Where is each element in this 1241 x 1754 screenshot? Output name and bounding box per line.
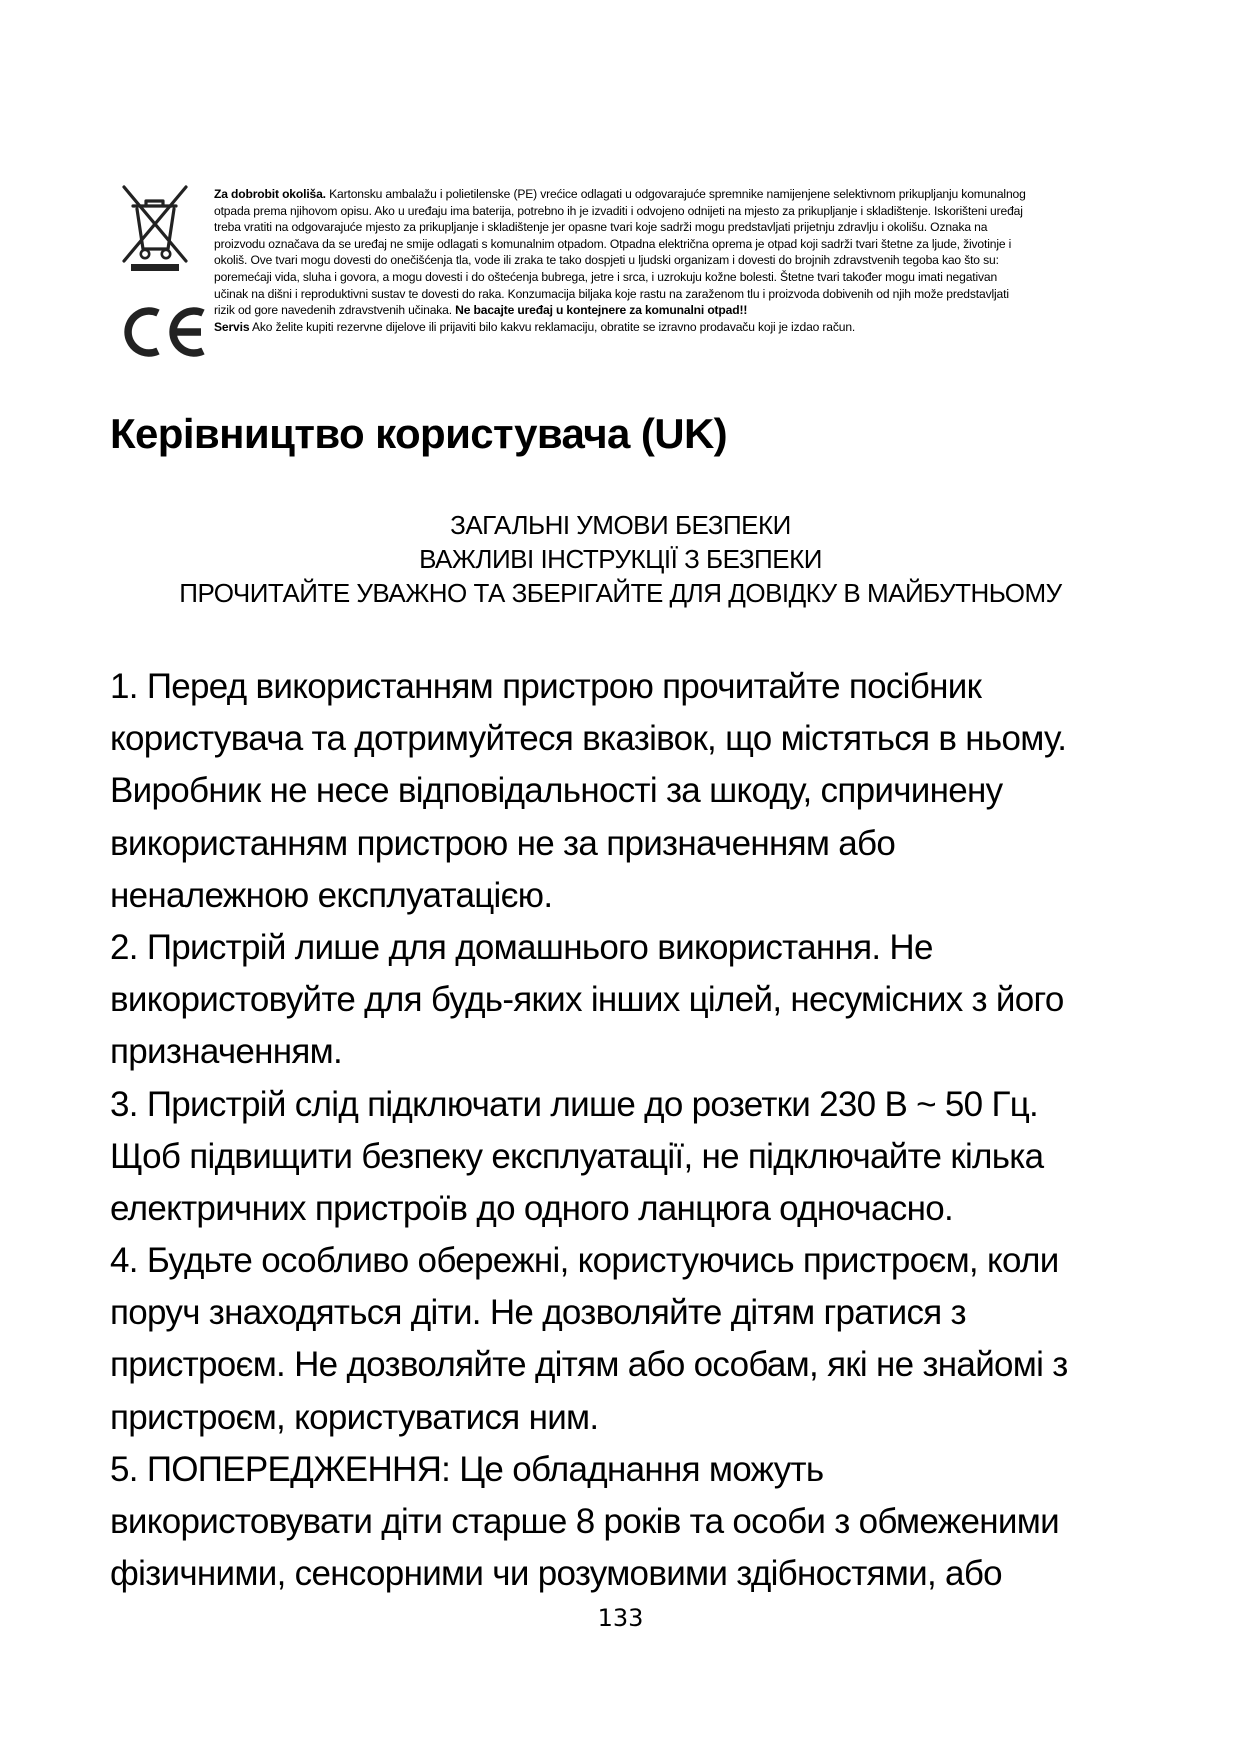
safety-instructions	[110, 661, 1170, 1600]
instruction-line: використовуйте для будь-яких інших цілей, несумісних з його	[110, 980, 1064, 1020]
environment-line: Za dobrobit okoliša. Kartonsku ambalažu i polietilenske (PE) vrećice odlagati u odgovarajuće spremnike namijenjene selektivnom prikupljanju komunalnog	[214, 187, 1026, 201]
environment-line: otpada prema njihovom opisu. Ako u uređaju ima baterija, potrebno ih je izvaditi i odvojeno odnijeti na mjesto za prikupljanje i skladištenje. Iskorišteni uređaj	[214, 203, 1023, 218]
environment-line: treba vratiti na odgovarajuće mjesto za prikupljanje i skladištenje jer opasne tvari koje sadrži mogu predstavljati prijetnju zdravlju i okolišu. Oznaka na	[214, 220, 988, 235]
instruction-line: поруч знаходяться діти. Не дозволяйте дітям гратися з	[110, 1293, 966, 1333]
instruction-line: Виробник не несе відповідальності за шкоду, спричинену	[110, 771, 1003, 811]
instruction-line: використанням пристрою не за призначенням або	[110, 823, 896, 863]
instruction-line: користувача та дотримуйтеся вказівок, що містяться в ньому.	[110, 719, 1067, 759]
instruction-line: 4. Будьте особливо обережні, користуючись пристроєм, коли	[110, 1241, 1059, 1281]
page-title: Керівництво користувача (UK)	[110, 410, 728, 457]
environment-line: poremećaji vida, sluha i govora, a mogu dovesti i do oštećenja bubrega, jetre i srca, i uzrokuju kožne bolesti. Štetne tvari također mogu imati negativan	[214, 269, 998, 284]
instruction-line: 5. ПОПЕРЕДЖЕННЯ: Це обладнання можуть	[110, 1449, 824, 1489]
crossed-out-bin-icon	[118, 183, 192, 273]
safety-title-important: ВАЖЛИВІ ІНСТРУКЦІЇ З БЕЗПЕКИ	[419, 544, 822, 574]
environment-notice	[214, 186, 1180, 335]
instruction-line: Щоб підвищити безпеку експлуатації, не підключайте кілька	[110, 1136, 1044, 1176]
environment-line: Servis Ako želite kupiti rezervne dijelove ili prijaviti bilo kakvu reklamaciju, obratite se izravno prodavaču koji je izdao račun.	[214, 319, 856, 334]
instruction-line: призначенням.	[110, 1032, 343, 1072]
instruction-line: 3. Пристрій слід підключати лише до розетки 230 В ~ 50 Гц.	[110, 1084, 1039, 1124]
instruction-line: 2. Пристрій лише для домашнього використання. Не	[110, 927, 933, 967]
instruction-line: пристроєм. Не дозволяйте дітям або особам, які не знайомі з	[110, 1345, 1068, 1385]
environment-line: rizik od gore navedenih zdravstvenih učinaka. Ne bacajte uređaj u kontejnere za komunalni otpad!!	[214, 303, 748, 318]
instruction-line: 1. Перед використанням пристрою прочитайте посібник	[110, 667, 982, 706]
safety-title-general: ЗАГАЛЬНІ УМОВИ БЕЗПЕКИ	[450, 510, 791, 540]
instruction-line: використовувати діти старше 8 років та особи з обмеженими	[110, 1502, 1059, 1541]
instruction-line: фізичними, сенсорними чи розумовими здібностями, або	[110, 1554, 1002, 1594]
instruction-line: пристроєм, користуватися ним.	[110, 1397, 599, 1437]
environment-line: učinak na dišni i reproduktivni sustav te dovesti do raka. Konzumacija biljaka koje rastu na zaraženom tlu i proizvoda dobivenih od njih može predstavljati	[214, 286, 1009, 301]
page-number: 133	[597, 1604, 644, 1632]
safety-titles	[0, 508, 1241, 610]
safety-title-read-carefully: ПРОЧИТАЙТЕ УВАЖНО ТА ЗБЕРІГАЙТЕ ДЛЯ ДОВІДКУ В МАЙБУТНЬОМУ	[179, 578, 1062, 608]
instruction-line: неналежною експлуатацією.	[110, 875, 553, 915]
environment-line: okoliš. Ove tvari mogu dovesti do onečišćenja tla, vode ili zraka te tako dospjeti u ljudski organizam i dovesti do brojnih zdravstvenih tegoba kao što su:	[214, 253, 999, 268]
environment-line: proizvodu označava da se uređaj ne smije odlagati s komunalnim otpadom. Otpadna električna oprema je otpad koji sadrži tvari štetne za ljude, životinje i	[214, 236, 1012, 251]
ce-mark-icon	[118, 304, 208, 360]
instruction-line: електричних пристроїв до одного ланцюга одночасно.	[110, 1188, 954, 1228]
